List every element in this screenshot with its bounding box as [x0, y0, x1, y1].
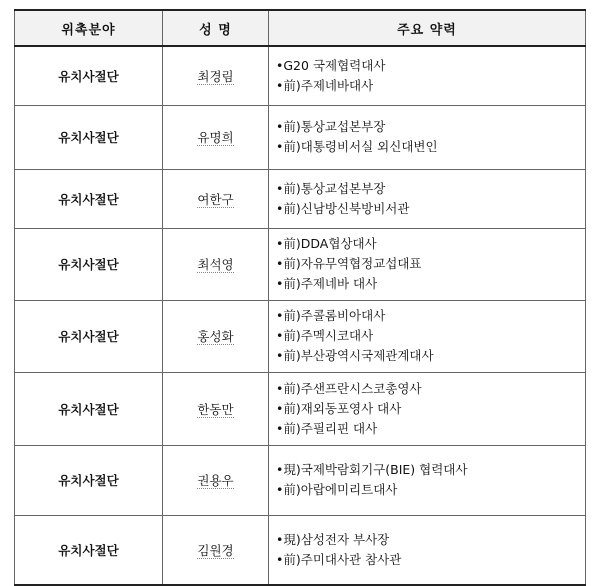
header-career: 주요 약력: [269, 10, 586, 46]
table-row: [15, 105, 586, 169]
header-name: 성 명: [163, 10, 269, 46]
name-cell: [163, 445, 269, 515]
category-cell: 유치사절단: [15, 169, 163, 228]
person-name: 김원경: [197, 542, 234, 558]
person-name: 권용우: [197, 473, 234, 488]
table-row: [15, 445, 586, 515]
name-cell: [163, 515, 269, 585]
career-cell: [269, 46, 586, 105]
category-cell: 유치사절단: [15, 228, 163, 300]
career-line: •前)아랍에미리트대사: [276, 482, 398, 497]
person-name: 유명희: [197, 130, 234, 145]
category-cell: 유치사절단: [15, 105, 163, 169]
category-cell: 유치사절단: [15, 445, 163, 515]
career-cell: [269, 228, 586, 300]
table-row: [15, 372, 586, 445]
career-line: •前)주미대사관 참사관: [276, 551, 402, 567]
person-name: 홍성화: [197, 329, 234, 344]
career-line: •前)주샌프란시스코총영사: [276, 380, 422, 396]
name-cell: [163, 372, 269, 445]
person-name: 한동만: [197, 401, 234, 417]
career-line: •前)통상교섭본부장: [276, 180, 386, 196]
table-row: [15, 46, 586, 105]
name-cell: [163, 169, 269, 228]
table-row: [15, 300, 586, 372]
career-line: •前)주필리핀 대사: [276, 420, 378, 436]
career-line: •前)주제네바 대사: [276, 276, 378, 291]
career-cell: [269, 445, 586, 515]
career-line: •現)삼성전자 부사장: [276, 531, 390, 547]
career-line: •前)자유무역협정교섭대표: [276, 256, 422, 271]
header-category: 위촉분야: [15, 10, 163, 46]
career-line: •前)신남방신북방비서관: [276, 200, 410, 216]
name-cell: [163, 228, 269, 300]
table-row: [15, 515, 586, 585]
name-cell: [163, 300, 269, 372]
person-name: 최경림: [197, 68, 234, 84]
career-line: •G20 국제협력대사: [276, 57, 386, 73]
career-cell: [269, 372, 586, 445]
career-cell: [269, 105, 586, 169]
name-cell: [163, 46, 269, 105]
career-line: •現)국제박람회기구(BIE) 협력대사: [276, 462, 468, 477]
name-cell: [163, 105, 269, 169]
header-row: [15, 10, 586, 46]
career-cell: [269, 515, 586, 585]
table-row: [15, 228, 586, 300]
career-line: •前)주콜롬비아대사: [276, 308, 386, 323]
career-line: •前)통상교섭본부장: [276, 119, 386, 134]
person-name: 최석영: [197, 257, 234, 272]
envoy-table: [14, 9, 586, 586]
career-line: •前)부산광역시국제관계대사: [276, 348, 434, 363]
category-cell: 유치사절단: [15, 515, 163, 585]
category-cell: 유치사절단: [15, 46, 163, 105]
career-line: •前)주멕시코대사: [276, 328, 374, 343]
career-line: •前)주제네바대사: [276, 77, 374, 93]
person-name: 여한구: [197, 191, 234, 207]
category-cell: 유치사절단: [15, 372, 163, 445]
career-line: •前)재외동포영사 대사: [276, 400, 402, 416]
table-row: [15, 169, 586, 228]
career-cell: [269, 169, 586, 228]
career-line: •前)DDA협상대사: [276, 236, 377, 251]
category-cell: 유치사절단: [15, 300, 163, 372]
career-line: •前)대통령비서실 외신대변인: [276, 139, 438, 154]
career-cell: [269, 300, 586, 372]
